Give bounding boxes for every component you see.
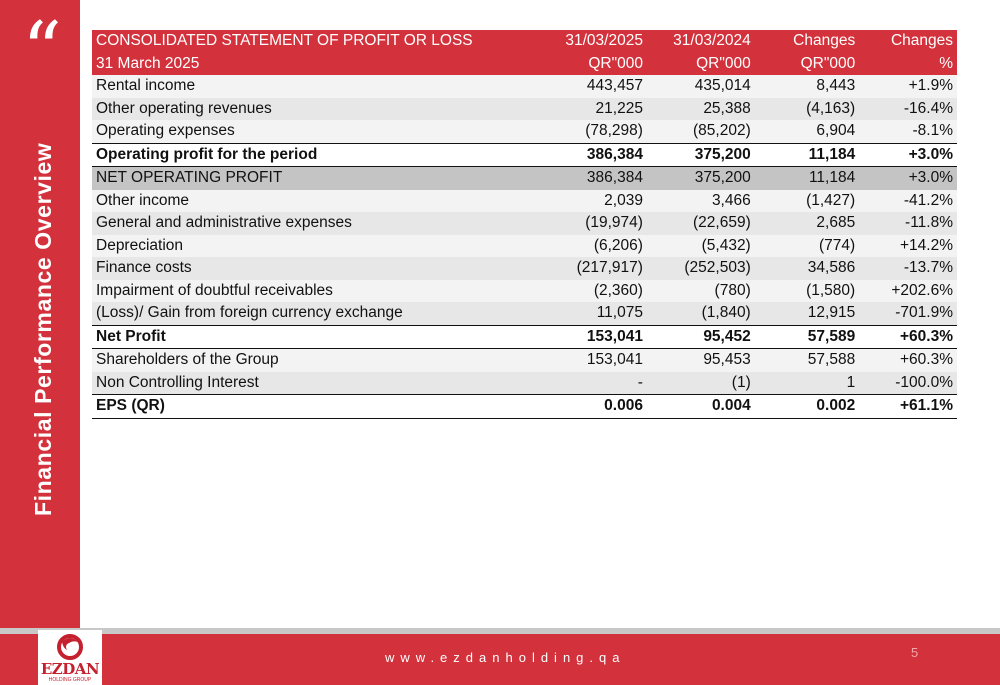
row-label: Depreciation bbox=[92, 235, 543, 258]
value-change: (774) bbox=[755, 235, 859, 258]
table-row bbox=[92, 212, 957, 235]
row-label: (Loss)/ Gain from foreign currency exchange bbox=[92, 302, 543, 325]
row-label: Rental income bbox=[92, 75, 543, 98]
value-change: 12,915 bbox=[755, 302, 859, 325]
value-change: 6,904 bbox=[755, 120, 859, 143]
value-2025: 11,075 bbox=[543, 302, 647, 325]
header-cell: QR"000 bbox=[543, 53, 647, 76]
value-2024: (1) bbox=[647, 372, 755, 395]
row-label: Net Profit bbox=[92, 325, 543, 349]
total-row bbox=[92, 143, 957, 167]
page-number: 5 bbox=[911, 645, 919, 660]
value-2025: 386,384 bbox=[543, 143, 647, 167]
header-cell: Changes bbox=[859, 30, 957, 53]
value-2025: (217,917) bbox=[543, 257, 647, 280]
value-change: 11,184 bbox=[755, 143, 859, 167]
value-2025: (19,974) bbox=[543, 212, 647, 235]
value-change: 57,589 bbox=[755, 325, 859, 349]
value-2025: 0.006 bbox=[543, 395, 647, 419]
value-change-pct: -13.7% bbox=[859, 257, 957, 280]
value-change-pct: +3.0% bbox=[859, 167, 957, 190]
value-2024: 435,014 bbox=[647, 75, 755, 98]
total-row bbox=[92, 395, 957, 419]
value-change-pct: +202.6% bbox=[859, 280, 957, 303]
value-2025: (2,360) bbox=[543, 280, 647, 303]
header-cell: QR"000 bbox=[755, 53, 859, 76]
value-change-pct: +3.0% bbox=[859, 143, 957, 167]
row-label: Finance costs bbox=[92, 257, 543, 280]
header-cell: 31/03/2025 bbox=[543, 30, 647, 53]
value-2024: 3,466 bbox=[647, 190, 755, 213]
table-row bbox=[92, 349, 957, 372]
value-2024: (22,659) bbox=[647, 212, 755, 235]
value-2025: 443,457 bbox=[543, 75, 647, 98]
value-2024: (780) bbox=[647, 280, 755, 303]
value-2025: 21,225 bbox=[543, 98, 647, 121]
value-change-pct: +14.2% bbox=[859, 235, 957, 258]
value-change-pct: -41.2% bbox=[859, 190, 957, 213]
value-change: 1 bbox=[755, 372, 859, 395]
row-label: Operating expenses bbox=[92, 120, 543, 143]
profit-loss-table bbox=[92, 30, 957, 419]
value-2024: 25,388 bbox=[647, 98, 755, 121]
value-2025: 2,039 bbox=[543, 190, 647, 213]
total-row bbox=[92, 325, 957, 349]
value-change-pct: +60.3% bbox=[859, 325, 957, 349]
value-2025: 153,041 bbox=[543, 349, 647, 372]
header-cell: 31 March 2025 bbox=[92, 53, 543, 76]
header-cell: 31/03/2024 bbox=[647, 30, 755, 53]
value-change-pct: -16.4% bbox=[859, 98, 957, 121]
value-2024: 95,452 bbox=[647, 325, 755, 349]
table-row bbox=[92, 190, 957, 213]
value-2024: 375,200 bbox=[647, 143, 755, 167]
header-cell: % bbox=[859, 53, 957, 76]
value-change: (1,580) bbox=[755, 280, 859, 303]
value-2024: 95,453 bbox=[647, 349, 755, 372]
sidebar bbox=[0, 0, 80, 628]
table-row bbox=[92, 302, 957, 325]
value-change-pct: +60.3% bbox=[859, 349, 957, 372]
value-change: 2,685 bbox=[755, 212, 859, 235]
row-label: NET OPERATING PROFIT bbox=[92, 167, 543, 190]
value-2024: (5,432) bbox=[647, 235, 755, 258]
slide-title: Financial Performance Overview bbox=[30, 142, 56, 516]
value-2024: 375,200 bbox=[647, 167, 755, 190]
table-row bbox=[92, 280, 957, 303]
value-2024: (1,840) bbox=[647, 302, 755, 325]
value-change-pct: -11.8% bbox=[859, 212, 957, 235]
logo-subtext: HOLDING GROUP bbox=[48, 677, 92, 683]
row-label: Other income bbox=[92, 190, 543, 213]
value-change-pct: -8.1% bbox=[859, 120, 957, 143]
value-change: 0.002 bbox=[755, 395, 859, 419]
row-label: Non Controlling Interest bbox=[92, 372, 543, 395]
quote-mark-icon: “ bbox=[22, 6, 58, 96]
table-row bbox=[92, 75, 957, 98]
value-change-pct: +61.1% bbox=[859, 395, 957, 419]
table-row bbox=[92, 120, 957, 143]
table-header-row bbox=[92, 53, 957, 76]
table-row bbox=[92, 257, 957, 280]
row-label: Other operating revenues bbox=[92, 98, 543, 121]
value-2025: - bbox=[543, 372, 647, 395]
value-2024: (252,503) bbox=[647, 257, 755, 280]
value-change: (1,427) bbox=[755, 190, 859, 213]
value-change: 8,443 bbox=[755, 75, 859, 98]
value-2024: 0.004 bbox=[647, 395, 755, 419]
header-cell: Changes bbox=[755, 30, 859, 53]
logo-wordmark: EZDAN bbox=[40, 660, 100, 678]
value-change-pct: -100.0% bbox=[859, 372, 957, 395]
row-label: Impairment of doubtful receivables bbox=[92, 280, 543, 303]
row-label: Operating profit for the period bbox=[92, 143, 543, 167]
value-2025: (6,206) bbox=[543, 235, 647, 258]
value-change-pct: -701.9% bbox=[859, 302, 957, 325]
table-row bbox=[92, 235, 957, 258]
table-row bbox=[92, 98, 957, 121]
value-change: 34,586 bbox=[755, 257, 859, 280]
highlight-row bbox=[92, 167, 957, 190]
table-header-row bbox=[92, 30, 957, 53]
ezdan-swirl-icon bbox=[38, 630, 102, 662]
website-link[interactable]: www.ezdanholding.qa bbox=[385, 650, 626, 665]
row-label: EPS (QR) bbox=[92, 395, 543, 419]
value-2025: (78,298) bbox=[543, 120, 647, 143]
value-change: (4,163) bbox=[755, 98, 859, 121]
row-label: General and administrative expenses bbox=[92, 212, 543, 235]
value-change: 11,184 bbox=[755, 167, 859, 190]
value-2025: 153,041 bbox=[543, 325, 647, 349]
header-cell: CONSOLIDATED STATEMENT OF PROFIT OR LOSS bbox=[92, 30, 543, 53]
value-2024: (85,202) bbox=[647, 120, 755, 143]
table-row bbox=[92, 372, 957, 395]
company-logo[interactable] bbox=[38, 630, 102, 685]
row-label: Shareholders of the Group bbox=[92, 349, 543, 372]
value-change-pct: +1.9% bbox=[859, 75, 957, 98]
header-cell: QR"000 bbox=[647, 53, 755, 76]
value-2025: 386,384 bbox=[543, 167, 647, 190]
value-change: 57,588 bbox=[755, 349, 859, 372]
